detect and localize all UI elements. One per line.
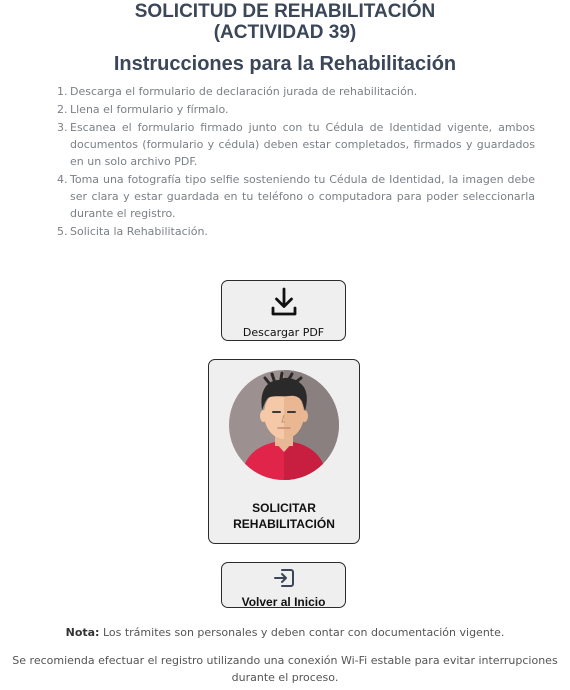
instruction-item <box>57 83 535 100</box>
request-label-line2: REHABILITACIÓN <box>233 517 335 531</box>
instruction-text: Toma una fotografía tipo selfie sosteniendo tu Cédula de Identidad, la imagen debe ser clara y estar guardada en tu teléfono o computadora para poder seleccionarla durante el registro. <box>70 173 535 220</box>
page-title-line1: SOLICITUD DE REHABILITACIÓN <box>134 1 436 22</box>
download-pdf-button[interactable] <box>221 280 346 341</box>
recommendation-text: Se recomienda efectuar el registro utilizando una conexión Wi-Fi estable para evitar interrupciones durante el proceso. <box>12 654 558 684</box>
request-rehabilitation-label <box>233 500 335 532</box>
user-avatar-icon <box>229 370 339 484</box>
note-text <box>0 625 570 641</box>
instruction-text: Descarga el formulario de declaración jurada de rehabilitación. <box>70 85 418 98</box>
request-label-line1: SOLICITAR <box>252 501 316 515</box>
note-body: Los trámites son personales y deben contar con documentación vigente. <box>99 626 505 639</box>
back-home-button[interactable] <box>221 562 346 608</box>
instruction-item <box>57 119 535 170</box>
page-title-line2: (ACTIVIDAD 39) <box>213 22 357 43</box>
instruction-text: Escanea el formulario firmado junto con tu Cédula de Identidad vigente, ambos documentos (formulario y cédula) deben estar completados, firmados y guardados en un solo archivo PDF. <box>70 121 535 168</box>
sign-in-icon <box>272 567 296 593</box>
download-pdf-label: Descargar PDF <box>242 326 325 339</box>
back-home-label: Volver al Inicio <box>241 595 326 609</box>
instruction-text: Llena el formulario y fírmalo. <box>70 103 229 116</box>
instructions-list <box>57 83 535 241</box>
instruction-item <box>57 223 535 240</box>
instructions-heading: Instrucciones para la Rehabilitación <box>113 53 457 75</box>
instruction-text: Solicita la Rehabilitación. <box>70 225 208 238</box>
instruction-item <box>57 101 535 118</box>
instruction-number: 3. <box>57 121 68 134</box>
instruction-number: 5. <box>57 225 68 238</box>
page-title <box>0 1 570 43</box>
instruction-item <box>57 171 535 222</box>
instruction-number: 1. <box>57 85 68 98</box>
instruction-number: 4. <box>57 173 68 186</box>
request-rehabilitation-button[interactable] <box>208 359 360 544</box>
note-label: Nota: <box>65 626 100 639</box>
download-icon <box>270 287 298 321</box>
instruction-number: 2. <box>57 103 68 116</box>
